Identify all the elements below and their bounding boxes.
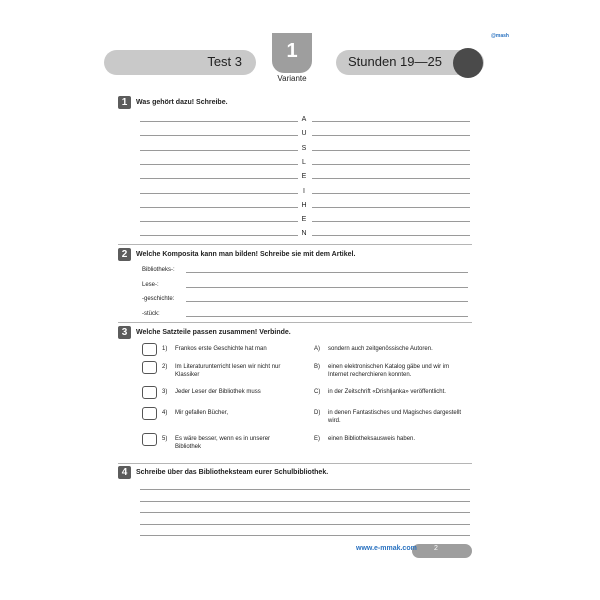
sentence-end: einen elektronischen Katalog gäbe und wir im Internet recherchieren konnten. (328, 364, 450, 378)
writing-line[interactable] (140, 489, 470, 490)
footer-url[interactable]: www.e-mmak.com (356, 545, 417, 552)
answer-line[interactable] (312, 121, 470, 122)
sentence-end: in der Zeitschrift «Drishljanka» veröffentlicht. (328, 389, 446, 395)
answer-line[interactable] (312, 150, 470, 151)
test-label: Test 3 (207, 54, 242, 69)
test-label-pill (104, 50, 256, 75)
answer-line[interactable] (140, 150, 298, 151)
writing-line[interactable] (140, 535, 470, 536)
sentence-start: Mir gefallen Bücher, (175, 410, 229, 416)
answer-line[interactable] (140, 235, 298, 236)
answer-box[interactable] (142, 433, 157, 446)
task1-number: 1 (118, 96, 131, 109)
separator (118, 322, 472, 323)
task3-number: 3 (118, 326, 131, 339)
footer-page-pill (412, 544, 472, 558)
answer-box[interactable] (142, 407, 157, 420)
writing-line[interactable] (140, 512, 470, 513)
option-letter: C) (314, 389, 321, 395)
task3-title: Welche Satzteile passen zusammen! Verbinde. (136, 329, 291, 336)
answer-line[interactable] (140, 207, 298, 208)
compound-prefix: -stück: (142, 310, 160, 317)
task2-title: Welche Komposita kann man bilden! Schreibe sie mit dem Artikel. (136, 251, 356, 258)
sentence-start: Es wäre besser, wenn es in unserer Bibliothek (175, 436, 271, 450)
item-number: 4) (162, 410, 168, 416)
compound-prefix: Bibliotheks-: (142, 267, 175, 273)
answer-line[interactable] (140, 164, 298, 165)
option-letter: D) (314, 410, 321, 416)
task1-title: Was gehört dazu! Schreibe. (136, 99, 228, 106)
task2-number: 2 (118, 248, 131, 261)
acrostic-letter: E (301, 173, 307, 181)
sentence-end: in denen Fantastisches und Magisches dargestellt wird. (328, 410, 462, 424)
answer-line[interactable] (186, 301, 468, 302)
answer-box[interactable] (142, 361, 157, 374)
answer-line[interactable] (186, 272, 468, 273)
acrostic-letter: N (301, 230, 307, 238)
acrostic-letter: L (302, 158, 306, 166)
answer-line[interactable] (140, 135, 298, 136)
answer-line[interactable] (312, 235, 470, 236)
publisher-logo: @mash (491, 33, 509, 39)
variant-number: 1 (286, 40, 298, 62)
answer-line[interactable] (140, 121, 298, 122)
acrostic-letter: U (301, 130, 307, 138)
answer-line[interactable] (312, 135, 470, 136)
acrostic-letter: A (301, 116, 307, 123)
task4-number: 4 (118, 466, 131, 479)
answer-line[interactable] (186, 287, 468, 288)
variant-label: Variante (277, 74, 307, 83)
answer-line[interactable] (312, 207, 470, 208)
compound-prefix: Lese-: (142, 281, 159, 288)
answer-line[interactable] (140, 221, 298, 222)
answer-line[interactable] (186, 316, 468, 317)
compound-prefix: -geschichte: (142, 296, 175, 302)
acrostic-letter: I (303, 187, 305, 195)
answer-line[interactable] (140, 178, 298, 179)
sentence-start: Frankos erste Geschichte hat man (175, 346, 267, 352)
sentence-start: Im Literaturunterricht lesen wir nicht nur Klassiker (175, 364, 281, 378)
answer-box[interactable] (142, 343, 157, 356)
header-circle-decoration (453, 48, 483, 78)
option-letter: A) (314, 346, 320, 352)
answer-line[interactable] (312, 193, 470, 194)
acrostic-letter: H (301, 201, 307, 209)
acrostic-letter: S (301, 144, 307, 152)
writing-line[interactable] (140, 501, 470, 502)
page-number: 2 (434, 545, 438, 552)
answer-line[interactable] (312, 164, 470, 165)
acrostic-letter: E (301, 216, 307, 224)
item-number: 1) (162, 346, 168, 352)
separator (118, 244, 472, 245)
sentence-end: einen Bibliotheksausweis haben. (328, 436, 416, 442)
lessons-label: Stunden 19—25 (348, 54, 442, 69)
task4-title: Schreibe über das Bibliotheksteam eurer Schulbibliothek. (136, 469, 329, 476)
answer-line[interactable] (312, 178, 470, 179)
item-number: 5) (162, 436, 168, 442)
sentence-start: Jeder Leser der Bibliothek muss (175, 389, 261, 395)
option-letter: E) (314, 436, 320, 442)
separator (118, 463, 472, 464)
writing-line[interactable] (140, 524, 470, 525)
answer-box[interactable] (142, 386, 157, 399)
item-number: 2) (162, 364, 168, 370)
answer-line[interactable] (140, 193, 298, 194)
answer-line[interactable] (312, 221, 470, 222)
sentence-end: sondern auch zeitgenössische Autoren. (328, 346, 433, 352)
option-letter: B) (314, 364, 320, 370)
item-number: 3) (162, 389, 168, 395)
